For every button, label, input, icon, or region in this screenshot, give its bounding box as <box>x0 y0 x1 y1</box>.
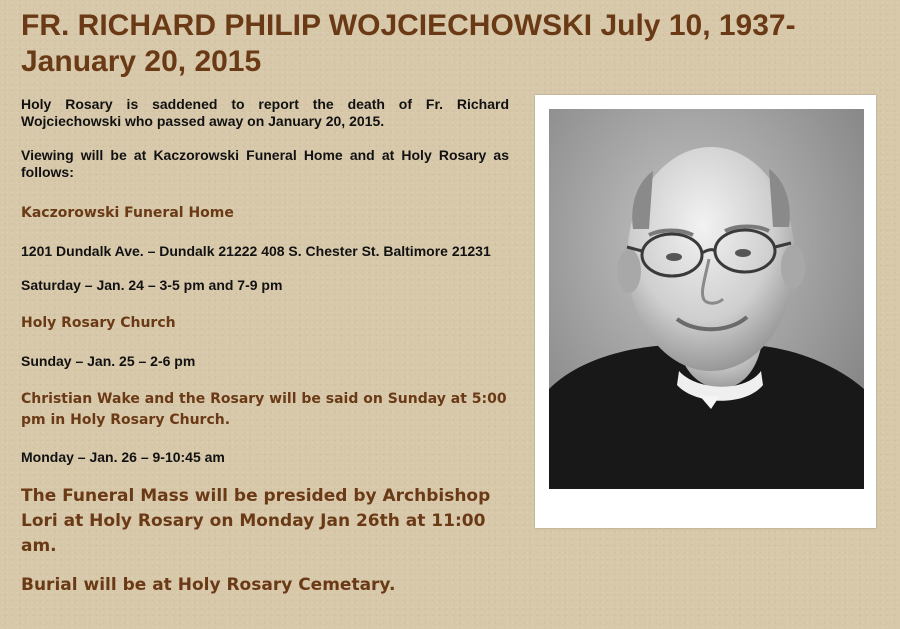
portrait-photo-icon <box>549 109 864 489</box>
funeral-home-heading: Kaczorowski Funeral Home <box>21 205 234 221</box>
funeral-mass-notice: The Funeral Mass will be presided by Archbishop Lori at Holy Rosary on Monday Jan 26th at 11:00 am. <box>21 486 491 556</box>
page-title: FR. RICHARD PHILIP WOJCIECHOWSKI July 10, 1937- January 20, 2015 <box>21 9 796 78</box>
wake-notice: Christian Wake and the Rosary will be said on Sunday at 5:00 pm in Holy Rosary Church. <box>21 391 507 428</box>
photo-frame <box>535 95 876 528</box>
obituary-text <box>21 96 509 598</box>
portrait-illustration <box>549 109 864 489</box>
monday-hours: Monday – Jan. 26 – 9-10:45 am <box>21 449 225 465</box>
saturday-hours: Saturday – Jan. 24 – 3-5 pm and 7-9 pm <box>21 277 283 293</box>
intro-paragraph: Holy Rosary is saddened to report the death of Fr. Richard Wojciechowski who passed away on January 20, 2015. <box>21 96 509 129</box>
burial-notice: Burial will be at Holy Rosary Cemetary. <box>21 575 396 595</box>
funeral-home-address: 1201 Dundalk Ave. – Dundalk 21222 408 S. Chester St. Baltimore 21231 <box>21 243 491 259</box>
viewing-intro: Viewing will be at Kaczorowski Funeral Home and at Holy Rosary as follows: <box>21 147 509 180</box>
church-heading: Holy Rosary Church <box>21 315 176 331</box>
sunday-hours: Sunday – Jan. 25 – 2-6 pm <box>21 353 196 369</box>
